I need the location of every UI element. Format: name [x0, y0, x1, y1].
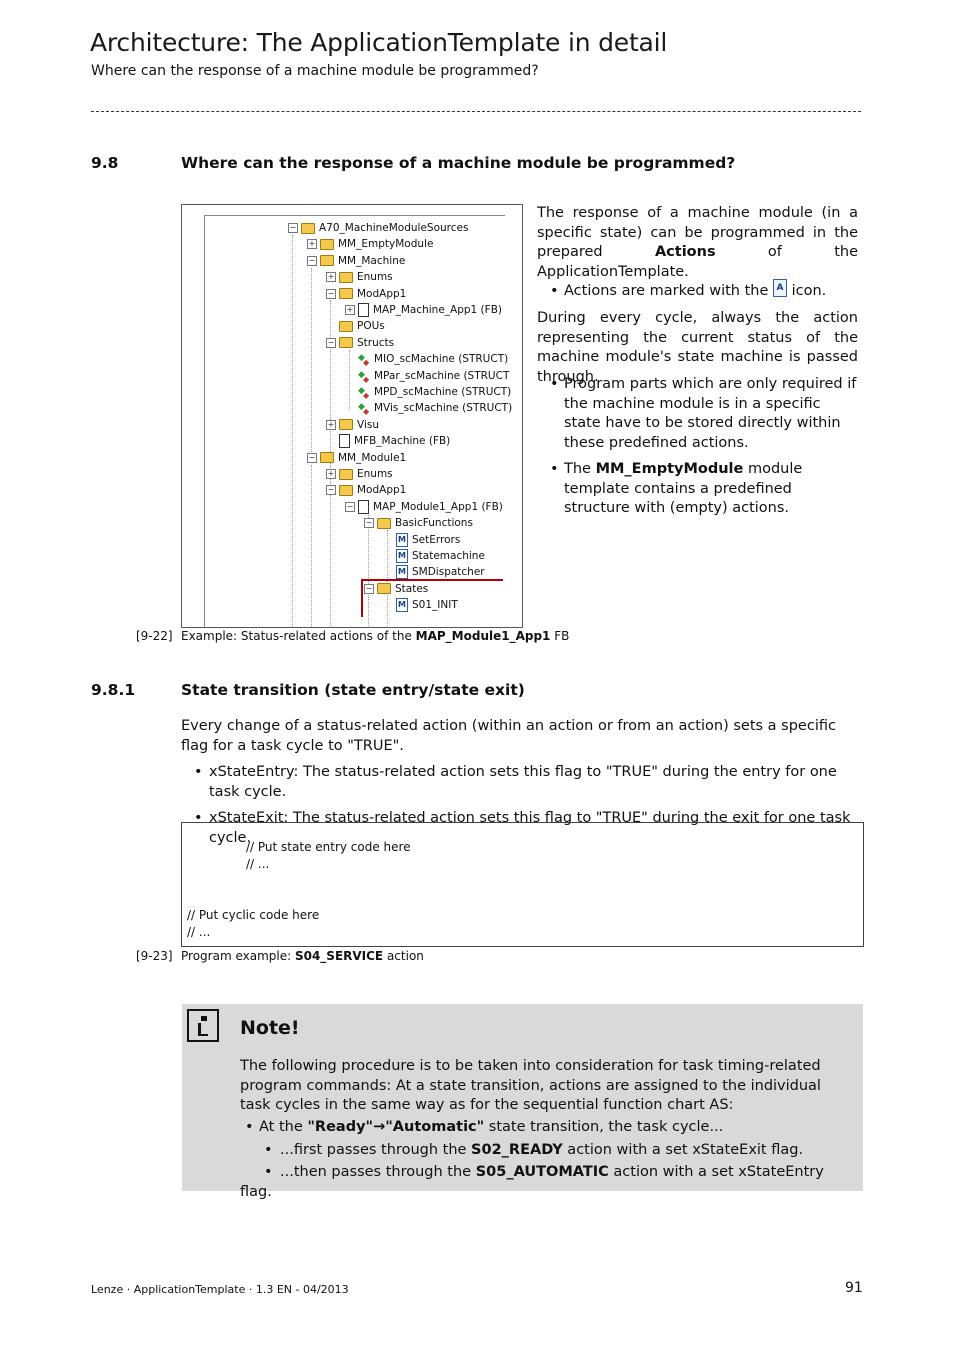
list-item: • xStateExit: The status-related action sets this flag to "TRUE" during the exit for one task cycle.: [181, 809, 871, 848]
collapse-icon[interactable]: −: [327, 485, 335, 495]
figure-caption: [181, 949, 424, 963]
caption-text: Program example:: [181, 949, 295, 963]
expand-icon[interactable]: +: [327, 272, 335, 282]
page-number: 91: [845, 1280, 863, 1296]
intro-p1-text-end: of the ApplicationTemplate.: [537, 244, 859, 280]
tree-guide: [311, 268, 312, 458]
tree-item-label: MAP_Module1_App1 (FB): [373, 500, 503, 513]
figure-caption-number: [9-22]: [136, 629, 173, 643]
text-bold: S05_AUTOMATIC: [475, 1164, 609, 1180]
note-sub-bullet: [240, 1163, 850, 1202]
folder-icon: [320, 255, 334, 266]
caption-bold: MAP_Module1_App1: [415, 629, 551, 643]
tree-item-label: Enums: [357, 271, 393, 284]
action-icon: [396, 549, 408, 563]
bullet-glyph: •: [245, 1119, 254, 1135]
code-example-box: [181, 822, 864, 947]
tree-item-label: SetErrors: [412, 533, 461, 546]
intro-p1-bold: Actions: [654, 244, 716, 260]
section-title: Where can the response of a machine module be programmed?: [181, 154, 736, 172]
collapse-icon[interactable]: −: [327, 337, 335, 347]
text-end: action with a set xStateExit flag.: [562, 1142, 804, 1158]
bullet-text-end: module template contains a predefined structure with (empty) actions.: [564, 461, 803, 516]
collapse-icon[interactable]: −: [289, 223, 297, 232]
tree-item[interactable]: [345, 351, 508, 367]
tree-item[interactable]: [307, 253, 405, 269]
tree-item[interactable]: [326, 335, 394, 351]
highlight-states-marker: [361, 579, 503, 617]
list-item: [537, 282, 858, 302]
bullet-bold: MM_EmptyModule: [595, 461, 744, 477]
expand-icon[interactable]: +: [308, 239, 316, 249]
struct-icon: [358, 402, 370, 414]
action-icon: A: [773, 279, 787, 297]
note-box: [182, 1004, 863, 1200]
bullet-text: Actions are marked with the: [564, 283, 773, 299]
tree-item-label: MM_Module1: [338, 451, 407, 464]
folder-icon: [377, 518, 391, 529]
tree-item[interactable]: [326, 417, 379, 433]
tree-item-label: ModApp1: [357, 287, 407, 300]
folder-icon: [339, 288, 353, 299]
tree-item-label: MM_Machine: [338, 254, 406, 267]
text: ...first passes through the: [280, 1142, 472, 1158]
struct-icon: [358, 386, 370, 398]
note-sub-bullet-text: [240, 1164, 824, 1200]
doc-icon: [339, 434, 350, 448]
code-line: // ...: [187, 925, 211, 939]
struct-icon: [358, 353, 370, 365]
expand-icon[interactable]: +: [327, 469, 335, 478]
code-line: // Put state entry code here: [246, 840, 411, 854]
tree-item-label: POUs: [357, 320, 385, 333]
tree-item[interactable]: [345, 368, 509, 384]
text-end: state transition, the task cycle...: [484, 1119, 724, 1135]
list-item: • xStateEntry: The status-related action sets this flag to "TRUE" during the entry for one task cycle.: [181, 763, 871, 802]
header-divider: [91, 111, 861, 112]
tree-item[interactable]: [364, 515, 473, 531]
tree-item[interactable]: [326, 482, 406, 498]
expand-icon[interactable]: +: [327, 419, 335, 429]
text: At the: [259, 1119, 308, 1135]
action-icon: [396, 533, 408, 547]
code-line: // ...: [246, 857, 270, 871]
expand-icon[interactable]: +: [346, 305, 354, 314]
info-icon: [187, 1009, 219, 1042]
note-title: Note!: [240, 1017, 300, 1039]
tree-item-label: MVis_scMachine (STRUCT): [374, 402, 513, 415]
tree-item[interactable]: [307, 450, 406, 466]
intro-bullet-list-1: [537, 282, 858, 309]
tree-item[interactable]: [326, 269, 393, 285]
tree-item-label: MFB_Machine (FB): [354, 435, 451, 448]
doc-icon: [358, 303, 369, 317]
tree-item-label: Enums: [357, 468, 393, 480]
tree-item-label: A70_MachineModuleSources: [319, 222, 469, 234]
tree-item-label: Structs: [357, 336, 395, 349]
action-icon: [396, 565, 408, 579]
intro-paragraph-2: During every cycle, always the action representing the current status of the machine module's state machine is passed through.: [537, 310, 858, 385]
doc-icon: [358, 500, 369, 514]
tree-item-label: MIO_scMachine (STRUCT): [374, 353, 509, 366]
transition-paragraph: Every change of a status-related action (within an action or from an action) sets a specific flag for a task cycle to "TRUE".: [181, 718, 836, 754]
folder-icon: [339, 272, 353, 283]
section-number: 9.8: [91, 154, 119, 172]
tree-item[interactable]: [288, 220, 468, 236]
collapse-icon[interactable]: −: [308, 255, 316, 265]
text-end: action with a set xStateEntry flag.: [240, 1164, 824, 1200]
bullet-glyph: •: [264, 1164, 273, 1180]
note-paragraph: The following procedure is to be taken into consideration for task timing-related program commands: At a state transition, actions are assigned to the individual task cycles in the same way as for the sequential function chart AS:: [240, 1058, 821, 1113]
bullet-glyph: •: [264, 1142, 273, 1158]
page-header-title: Architecture: The ApplicationTemplate in detail: [90, 28, 668, 57]
tree-item[interactable]: [383, 564, 485, 580]
footer-doc-info: Lenze · ApplicationTemplate · 1.3 EN - 04/2013: [91, 1283, 349, 1296]
folder-icon: [339, 469, 353, 480]
struct-icon: [358, 370, 370, 382]
caption-text-end: FB: [550, 629, 570, 643]
tree-item-label: MM_EmptyModule: [338, 238, 434, 251]
tree-item[interactable]: [383, 532, 460, 548]
collapse-icon[interactable]: −: [365, 518, 373, 528]
tree-guide: [292, 235, 293, 628]
list-item: [537, 460, 858, 519]
note-bullet-text: [240, 1119, 723, 1135]
collapse-icon[interactable]: −: [308, 452, 316, 462]
tree-guide: [311, 465, 312, 628]
tree-item-label: MPD_scMachine (STRUCT): [374, 386, 512, 398]
tree-item-label: MAP_Machine_App1 (FB): [373, 304, 502, 316]
note-sub-bullet-text: [240, 1142, 803, 1158]
bullet-text-end: icon.: [787, 283, 827, 299]
collapse-icon[interactable]: −: [327, 288, 335, 298]
folder-icon: [339, 337, 353, 348]
tree-item[interactable]: [345, 499, 503, 515]
list-item: • Program parts which are only required if the machine module is in a specific state have to be stored directly within these predefined actions.: [537, 375, 858, 453]
folder-icon: [339, 419, 353, 430]
note-bullet: [240, 1118, 850, 1138]
tree-item-label: States: [395, 582, 429, 595]
tree-item[interactable]: [345, 384, 511, 400]
caption-text-end: action: [383, 949, 424, 963]
text: ...then passes through the: [280, 1164, 476, 1180]
project-tree-figure: [181, 204, 523, 628]
text-bold: S02_READY: [471, 1142, 563, 1158]
code-line: // Put cyclic code here: [187, 908, 320, 922]
folder-icon: [320, 452, 334, 463]
subsection-number: 9.8.1: [91, 681, 136, 699]
folder-icon: [301, 223, 315, 234]
figure-caption: [181, 629, 569, 643]
tree-item[interactable]: [326, 286, 406, 302]
collapse-icon[interactable]: −: [346, 501, 354, 511]
figure-caption-number: [9-23]: [136, 949, 173, 963]
tree-item[interactable]: [326, 318, 385, 334]
tree-item-label: Visu: [357, 418, 379, 431]
tree-item[interactable]: [326, 433, 450, 449]
tree-item[interactable]: [326, 466, 393, 482]
text-bold: "Ready"→"Automatic": [307, 1119, 485, 1135]
tree-item-label: Statemachine: [412, 550, 485, 562]
collapse-icon[interactable]: −: [365, 583, 373, 593]
tree-item[interactable]: [345, 400, 512, 416]
page-header-subtitle: Where can the response of a machine module be programmed?: [91, 63, 539, 79]
tree-item-label: MPar_scMachine (STRUCT: [374, 369, 510, 382]
caption-text: Example: Status-related actions of the: [181, 629, 416, 643]
folder-icon: [339, 321, 353, 332]
note-sub-bullet: [240, 1141, 850, 1161]
intro-bullet-list-2: [537, 375, 858, 526]
folder-icon: [320, 239, 334, 250]
tree-item-label: SMDispatcher: [412, 566, 485, 579]
tree-item[interactable]: [383, 548, 485, 564]
tree-item[interactable]: [307, 236, 433, 252]
tree-item-label: ModApp1: [357, 484, 407, 497]
tree-item[interactable]: [345, 302, 502, 318]
intro-p1-text: The response of a machine module (in a specific state) can be programmed in the prepared: [537, 205, 858, 260]
caption-bold: S04_SERVICE: [294, 949, 384, 963]
intro-paragraph-1: [537, 204, 858, 282]
tree-item-label: S01_INIT: [412, 599, 458, 612]
tree-item-label: BasicFunctions: [395, 517, 473, 530]
folder-icon: [339, 485, 353, 496]
subsection-title: State transition (state entry/state exit): [181, 681, 525, 699]
bullet-text: The: [564, 461, 596, 477]
